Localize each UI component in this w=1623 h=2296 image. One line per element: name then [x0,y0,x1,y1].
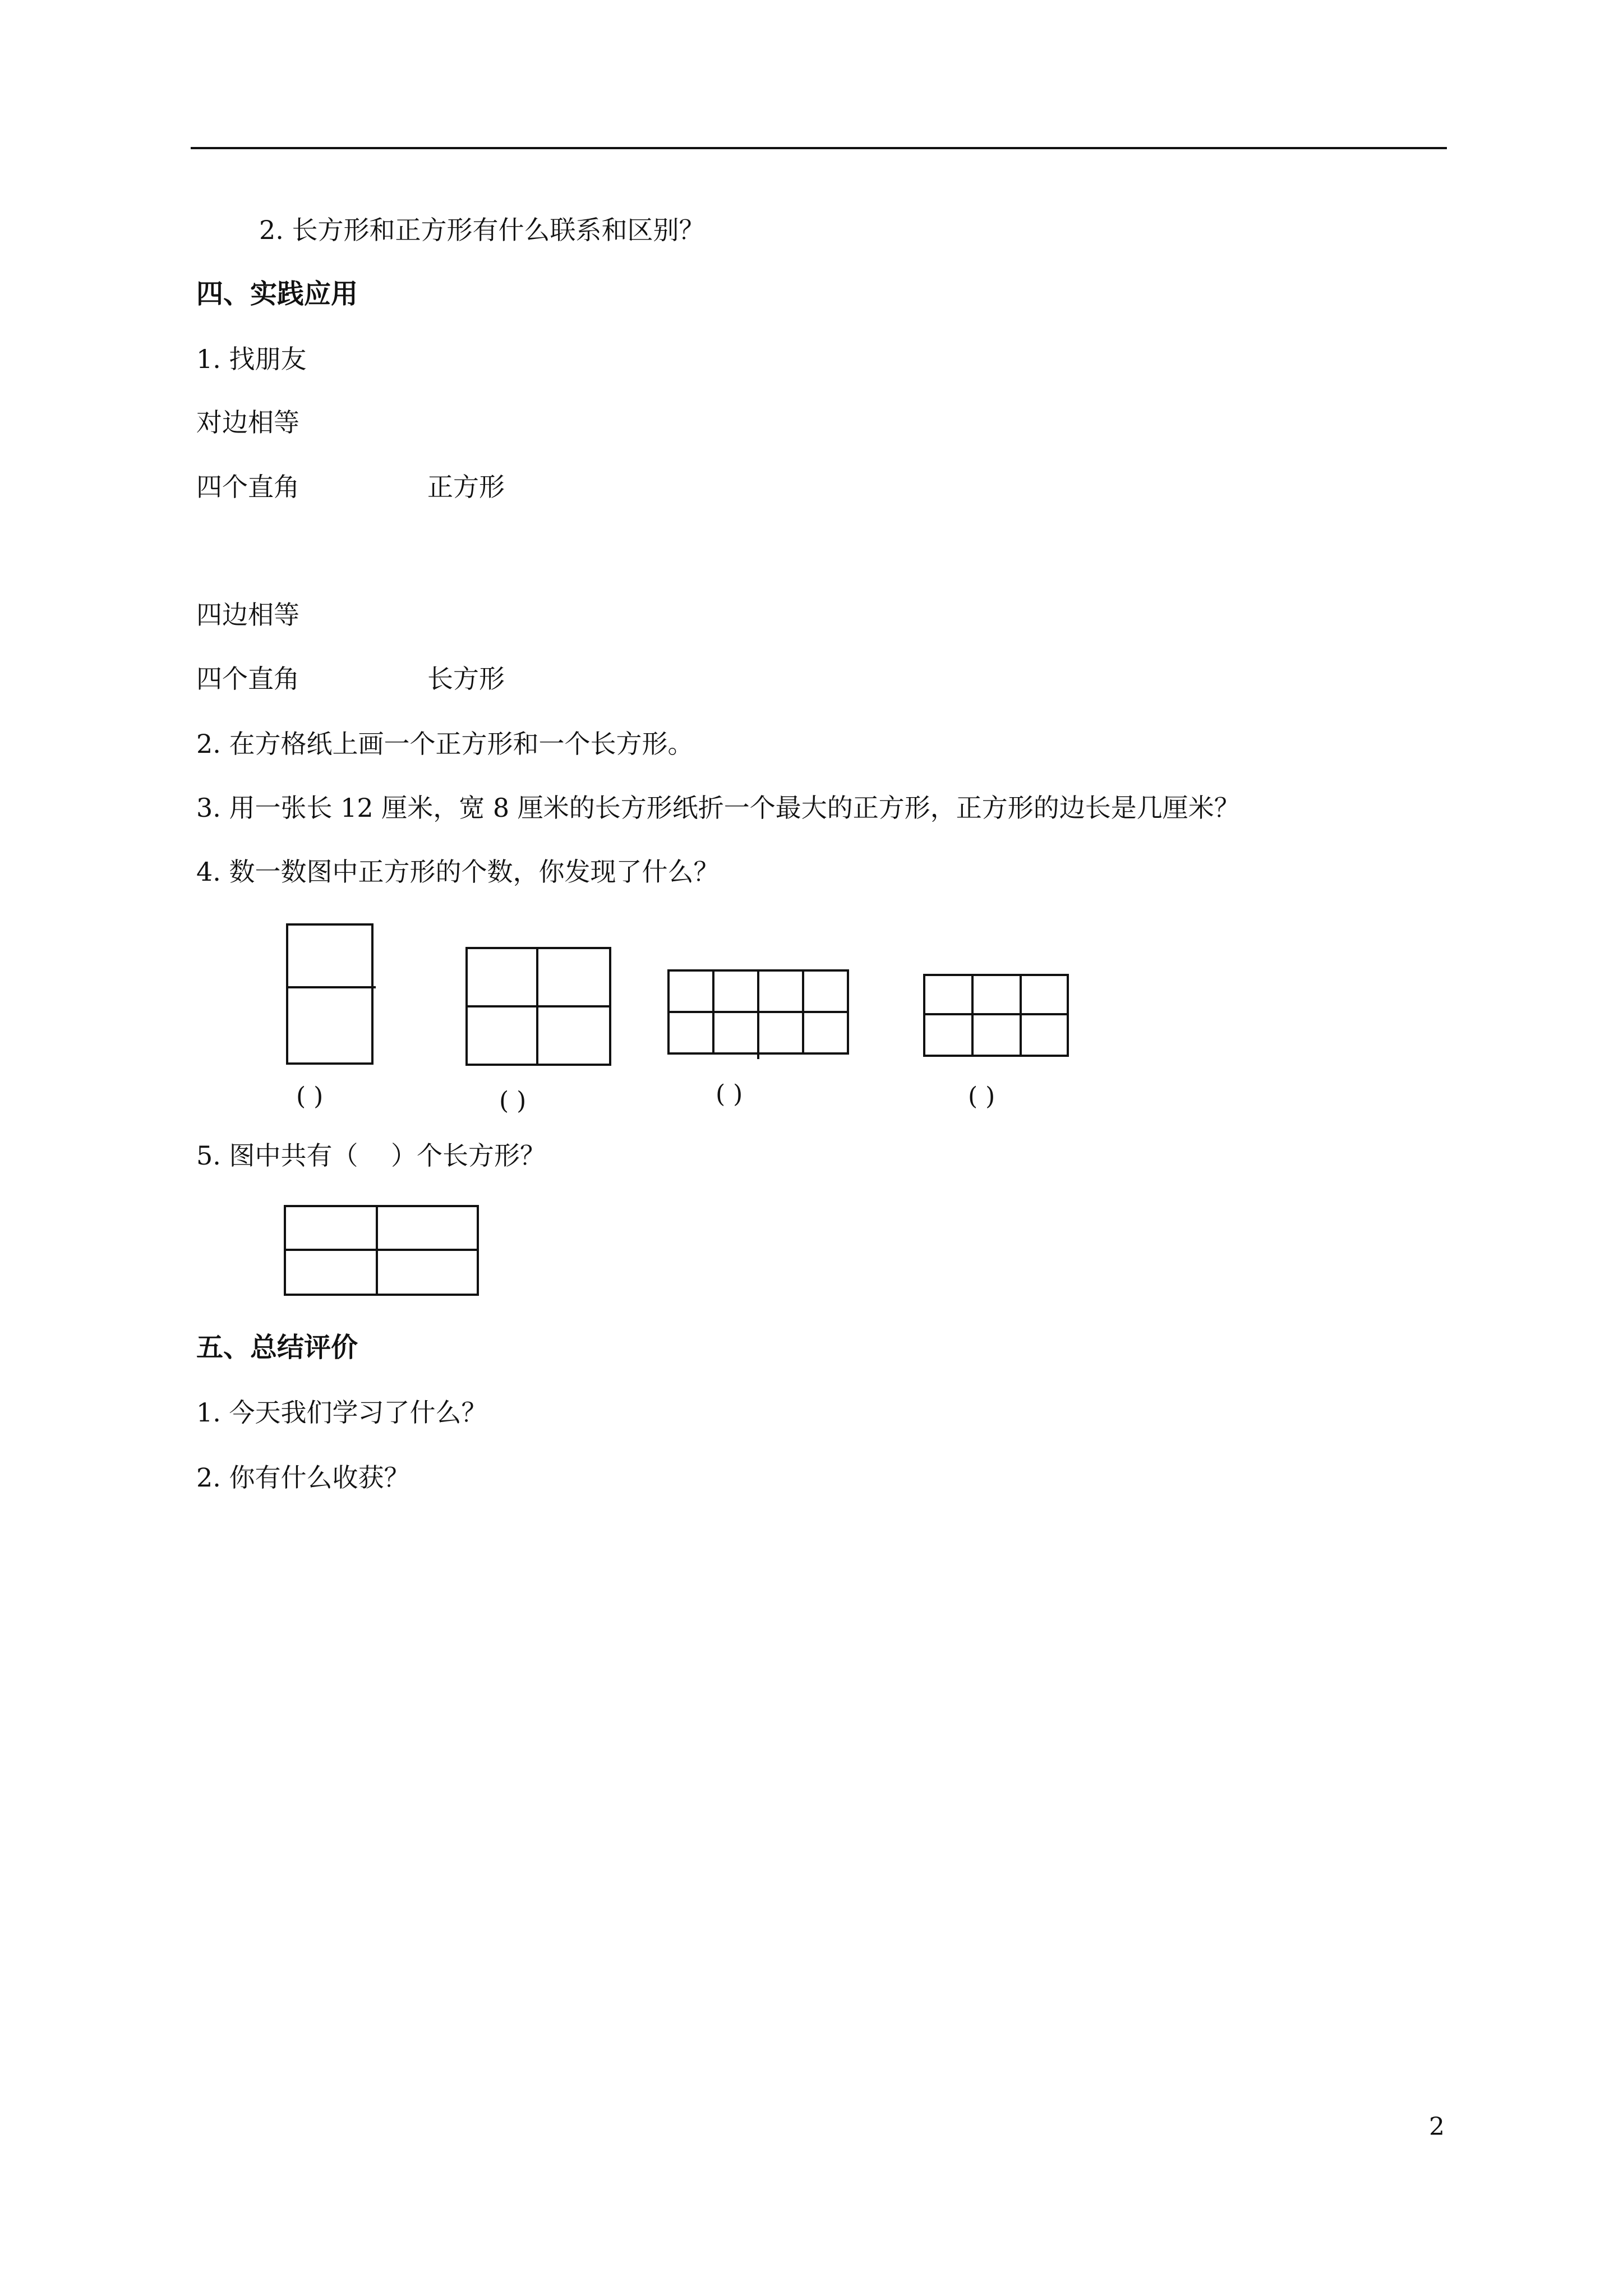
question-4-1: 1. 找朋友 [196,344,307,374]
header-rule [191,147,1447,149]
question-4-4: 4. 数一数图中正方形的个数，你发现了什么？ [196,857,720,887]
match-a-line2: 四个直角 [196,472,299,502]
figure-2-answer-blank: () [499,1087,534,1115]
match-b-line2: 四个直角 [196,664,299,694]
figure-5-rectangles [284,1205,481,1298]
figure-3-grid-2x4 [667,969,850,1060]
figure-4-grid-2x3 [923,974,1071,1058]
match-a-shape: 正方形 [427,472,505,502]
figure-4-answer-blank: () [968,1082,1003,1111]
section-5-heading: 五、总结评价 [196,1332,358,1363]
match-a-line1: 对边相等 [196,407,299,438]
section-4-heading: 四、实践应用 [196,278,358,310]
question-4-5: 5. 图中共有（ ）个长方形？ [196,1140,546,1171]
figure-1-answer-blank: () [296,1082,331,1111]
question-2-prev: 2. 长方形和正方形有什么联系和区别？ [259,215,705,245]
figure-3-answer-blank: () [716,1080,751,1108]
match-b-shape: 长方形 [427,664,505,694]
question-5-2: 2. 你有什么收获？ [196,1462,410,1493]
page-number: 2 [1429,2113,1445,2141]
question-5-1: 1. 今天我们学习了什么？ [196,1397,487,1428]
match-b-line1: 四边相等 [196,600,299,630]
figure-2-grid-2x2 [465,947,614,1068]
question-4-3: 3. 用一张长 12 厘米，宽 8 厘米的长方形纸折一个最大的正方形，正方形的边长是几厘米？ [196,793,1240,823]
question-4-2: 2. 在方格纸上画一个正方形和一个长方形。 [196,729,694,759]
figure-1-two-squares [286,923,376,1067]
